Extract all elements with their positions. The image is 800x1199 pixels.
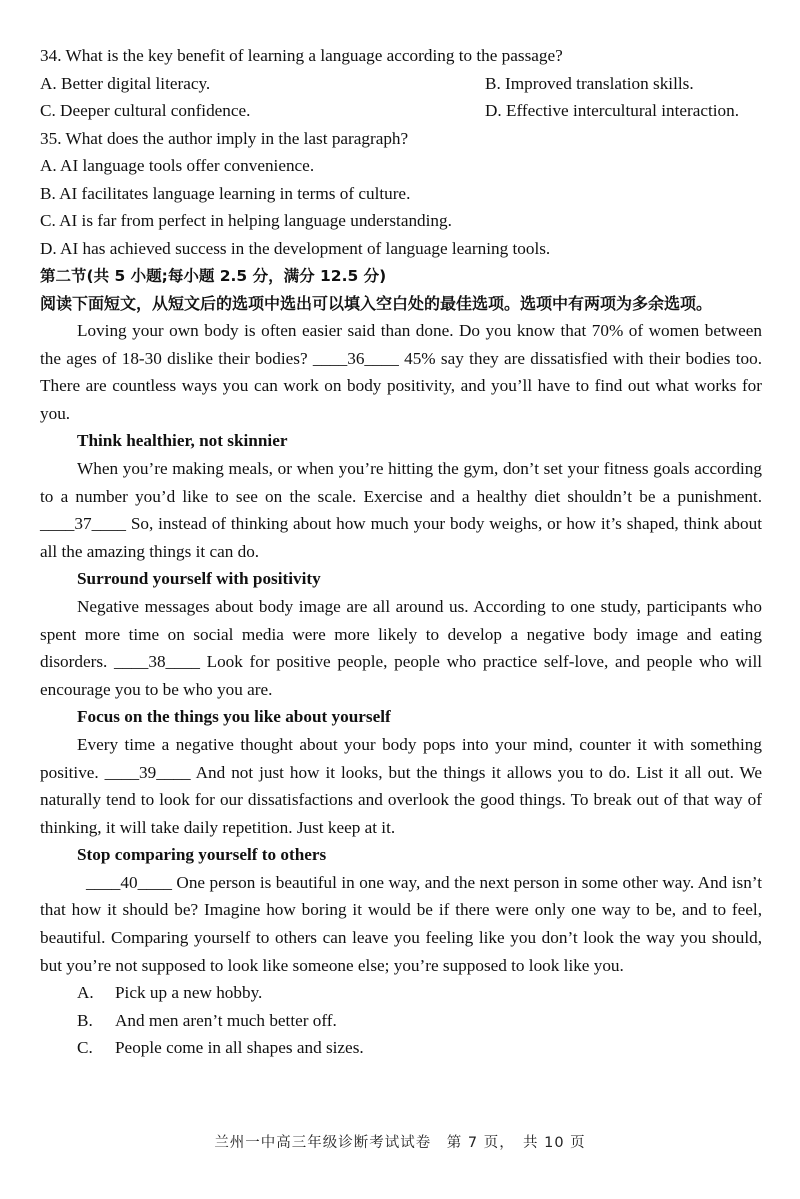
passage-paragraph-4: ____40____ One person is beautiful in one way, and the next person in some other way. And isn’t that how it should be? Imagine how boring it would be if there were only one way to be, and to feel, beautiful. Comparing yourself to others can leave you feeling like you don’t look the way you should, but you’re not supposed to look like someone else; you’re supposed to look like you. [40, 872, 762, 975]
section-2-instructions: 阅读下面短文，从短文后的选项中选出可以填入空白处的最佳选项。选项中有两项为多余选项。 [40, 293, 713, 313]
heading-surround-positivity: Surround yourself with positivity [77, 569, 321, 589]
option-text: Pick up a new hobby. [115, 983, 263, 1003]
option-letter: B. [77, 1010, 93, 1030]
heading-think-healthier: Think healthier, not skinnier [77, 431, 288, 451]
question-34-option-a: A. Better digital literacy. [40, 73, 211, 93]
option-text: People come in all shapes and sizes. [115, 1038, 364, 1058]
question-35-option-c: C. AI is far from perfect in helping language understanding. [40, 211, 452, 230]
option-letter: A. [77, 983, 94, 1003]
option-a [40, 979, 762, 1007]
question-34-stem: 34. What is the key benefit of learning a language according to the passage? [40, 46, 563, 65]
question-34-options-row-1 [40, 70, 762, 98]
question-34-option-c: C. Deeper cultural confidence. [40, 101, 251, 120]
heading-stop-comparing: Stop comparing yourself to others [77, 845, 327, 865]
option-letter: C. [77, 1038, 93, 1058]
question-35-stem: 35. What does the author imply in the last paragraph? [40, 128, 409, 148]
question-35-option-d: D. AI has achieved success in the development of language learning tools. [40, 238, 551, 258]
question-34-option-d: D. Effective intercultural interaction. [485, 101, 740, 120]
exam-page [40, 42, 762, 1062]
question-34-options-row-2 [40, 97, 762, 125]
section-2-title-text: 第二节(共 5 小题;每小题 2.5 分，满分 12.5 分) [40, 267, 387, 285]
option-text: And men aren’t much better off. [115, 1010, 337, 1030]
section-2-title [40, 262, 762, 290]
question-35-option-b: B. AI facilitates language learning in terms of culture. [40, 183, 411, 203]
passage-paragraph-2: Negative messages about body image are all around us. According to one study, participants who spent more time on social media were more likely to develop a negative body image and eating disorders. ____38____ Look for positive people, people who practice self-love, and people who will encourage you to be who you are. [40, 596, 762, 699]
option-b [40, 1007, 762, 1035]
question-35-option-a: A. AI language tools offer convenience. [40, 156, 315, 175]
page-footer: 兰州一中高三年级诊断考试试卷 第 7 页， 共 10 页 [214, 1135, 586, 1151]
passage-paragraph-1: When you’re making meals, or when you’re hitting the gym, don’t set your fitness goals according to a number you’d like to see on the scale. Exercise and a healthy diet shouldn’t be a punishment. ____37____ So, instead of thinking about how much your body weighs, or how it’s shaped, think about all the amazing things it can do. [40, 458, 762, 561]
passage-intro: Loving your own body is often easier said than done. Do you know that 70% of women between the ages of 18-30 dislike their bodies? ____36____ 45% say they are dissatisfied with their bodies too. There are countless ways you can work on body positivity, and you’ll have to find out what works for you. [40, 321, 762, 423]
heading-focus-likes: Focus on the things you like about yourself [77, 707, 391, 727]
question-34-option-b: B. Improved translation skills. [485, 73, 694, 93]
option-c [40, 1034, 762, 1062]
passage-paragraph-3: Every time a negative thought about your body pops into your mind, counter it with something positive. ____39____ And not just how it looks, but the things it allows you to do. List it all out. We naturally tend to look for our dissatisfactions and overlook the good things. To break out of that way of thinking, it will take daily repetition. Just keep at it. [40, 734, 762, 837]
